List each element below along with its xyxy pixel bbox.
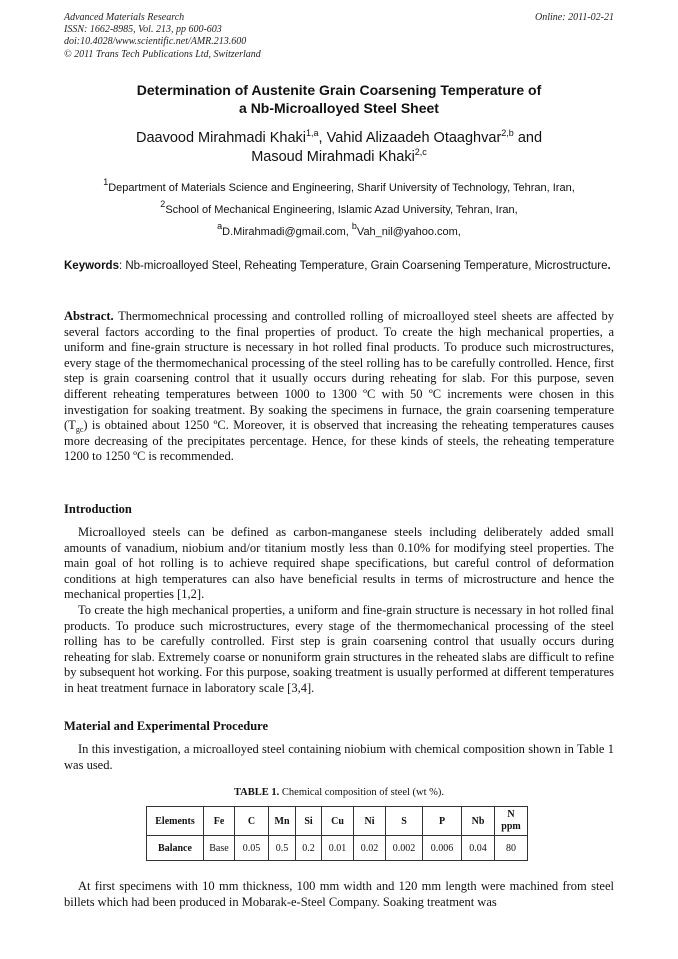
author-list — [64, 129, 614, 167]
introduction-paragraph-1: Microalloyed steels can be defined as carbon-manganese steels including deliberately added small amounts of vanadium, niobium and/or titanium mostly less than 0.10% for modifying steel properties. The main goal of hot rolling is to achieve required shape specifications, but careful control of deformation conditions at high temperatures can also have beneficial results in terms of microstructure and hence the mechanical properties [1,2]. — [64, 525, 614, 602]
nitrogen-unit: ppm — [501, 821, 521, 832]
table-header-cell: C — [235, 807, 269, 836]
table-header-cell: Si — [296, 807, 322, 836]
table-cell: Base — [204, 836, 235, 861]
affiliation-1-mark: 1 — [103, 177, 109, 187]
materials-body — [64, 742, 614, 773]
table-cell: Balance — [147, 836, 204, 861]
email-a[interactable]: D.Mirahmadi@gmail.com, — [222, 226, 352, 238]
affiliation-1 — [40, 177, 638, 195]
table-header-row — [147, 807, 528, 836]
nitrogen-label: N — [507, 809, 515, 820]
table-caption-text: Chemical composition of steel (wt %). — [279, 787, 445, 798]
author-1: Daavood Mirahmadi Khaki — [135, 130, 307, 146]
table-row — [147, 836, 528, 861]
table-header-cell: Mn — [269, 807, 296, 836]
abstract-subscript: gc — [75, 425, 84, 435]
email-a-mark: a — [217, 221, 223, 231]
affiliation-2-mark: 2 — [160, 199, 166, 209]
affiliation-2-text: School of Mechanical Engineering, Islamic Azad University, Tehran, Iran, — [165, 204, 518, 216]
email-b[interactable]: Vah_nil@yahoo.com, — [356, 226, 461, 238]
table-header-cell: Cu — [322, 807, 354, 836]
author-separator: , — [318, 130, 327, 146]
table-cell: 0.01 — [322, 836, 354, 861]
table-header-cell — [495, 807, 528, 836]
author-1-affil: 1,a — [306, 128, 319, 138]
abstract-text-1: Thermomechnical processing and controlled rolling of microalloyed steel sheets are affected by several factors according to the final properties of product. To create the high mechanical properties, a uniform and fine-grain structure is necessary in hot rolled final products. To produce such microstructures, every stage of the thermomechanical processing of the steel rolling has to be carefully controlled. Hence, first step is grain coarsening control that it usually occurs during reheating for slab. For this purpose, seven different reheating temperatures between 1000 to 1300 ºC with 50 ºC increments were chosen in this investigation for soaking treatment. By soaking the specimens in furnace, the grain coarsening temperature (T — [64, 309, 614, 433]
introduction-body — [64, 525, 614, 697]
keywords-end: . — [607, 260, 611, 272]
author-emails — [40, 221, 638, 239]
author-3: Masoud Mirahmadi Khaki — [251, 149, 415, 165]
table-cell: 0.2 — [296, 836, 322, 861]
table-cell: 0.05 — [235, 836, 269, 861]
author-2: Vahid Alizaadeh Otaaghvar — [326, 130, 502, 146]
table-header-cell: Ni — [354, 807, 386, 836]
journal-header — [64, 12, 261, 61]
abstract-text-2: ) is obtained about 1250 ºC. Moreover, it is observed that increasing the reheating temperatures causes more decreasing of the precipitates percentage. Hence, for these kinds of steels, the reheating temperature 1200 to 1250 ºC is recommended. — [64, 418, 614, 464]
table-cell: 0.04 — [462, 836, 495, 861]
paper-title — [64, 81, 614, 117]
introduction-heading: Introduction — [64, 502, 132, 516]
table-header-cell: P — [423, 807, 462, 836]
table-caption — [64, 787, 614, 798]
table-header-cell: Elements — [147, 807, 204, 836]
journal-issn: ISSN: 1662-8985, Vol. 213, pp 600-603 — [64, 24, 222, 36]
table-cell: 0.02 — [354, 836, 386, 861]
materials-paragraph-1: In this investigation, a microalloyed steel containing niobium with chemical composition shown in Table 1 was used. — [64, 742, 614, 772]
author-2-affil: 2,b — [501, 128, 514, 138]
journal-copyright: © 2011 Trans Tech Publications Ltd, Switzerland — [64, 48, 261, 60]
table-header-cell: Fe — [204, 807, 235, 836]
materials-body-continued — [64, 879, 614, 910]
composition-table — [146, 806, 528, 861]
keywords-label: Keywords — [64, 260, 119, 272]
author-and: and — [513, 130, 543, 146]
table-cell: 80 — [495, 836, 528, 861]
materials-paragraph-2: At first specimens with 10 mm thickness, 100 mm width and 120 mm length were machined from steel billets which had been produced in Mobarak-e-Steel Company. Soaking treatment was — [64, 879, 614, 909]
affiliation-2 — [40, 199, 638, 217]
email-b-mark: b — [351, 221, 357, 231]
abstract — [64, 309, 614, 465]
table-caption-label: TABLE 1. — [233, 787, 280, 798]
table-header-cell: Nb — [462, 807, 495, 836]
abstract-label: Abstract. — [64, 309, 114, 323]
keywords — [64, 258, 614, 274]
journal-doi: doi:10.4028/www.scientific.net/AMR.213.600 — [64, 36, 247, 48]
journal-name: Advanced Materials Research — [64, 12, 185, 23]
table-cell: 0.002 — [386, 836, 423, 861]
table-cell: 0.006 — [423, 836, 462, 861]
table-header-cell: S — [386, 807, 423, 836]
introduction-paragraph-2: To create the high mechanical properties, a uniform and fine-grain structure is necessary in hot rolled final products. To produce such microstructures, every stage of the thermomechanical processing of the steel rolling has to be carefully controlled. First step is grain coarsening control that usually occurs during reheating for slab. Extremely coarse or nonuniform grain structures in the reheated slabs are difficult to refine by subsequent hot working. For this purpose, soaking treatment is usually performed at different temperatures in heat treatment furnace in laboratory scale [3,4]. — [64, 602, 614, 695]
online-date: Online: 2011-02-21 — [535, 12, 614, 23]
affiliation-1-text: Department of Materials Science and Engineering, Sharif University of Technology, Tehran, Iran, — [108, 182, 575, 194]
author-3-affil: 2,c — [414, 147, 427, 157]
keywords-text: : Nb-microalloyed Steel, Reheating Temperature, Grain Coarsening Temperature, Microstructure — [118, 260, 608, 272]
materials-heading: Material and Experimental Procedure — [64, 719, 269, 733]
title-line-2: a Nb-Microalloyed Steel Sheet — [239, 100, 439, 116]
title-line-1: Determination of Austenite Grain Coarsening Temperature of — [136, 82, 542, 98]
table-cell: 0.5 — [269, 836, 296, 861]
